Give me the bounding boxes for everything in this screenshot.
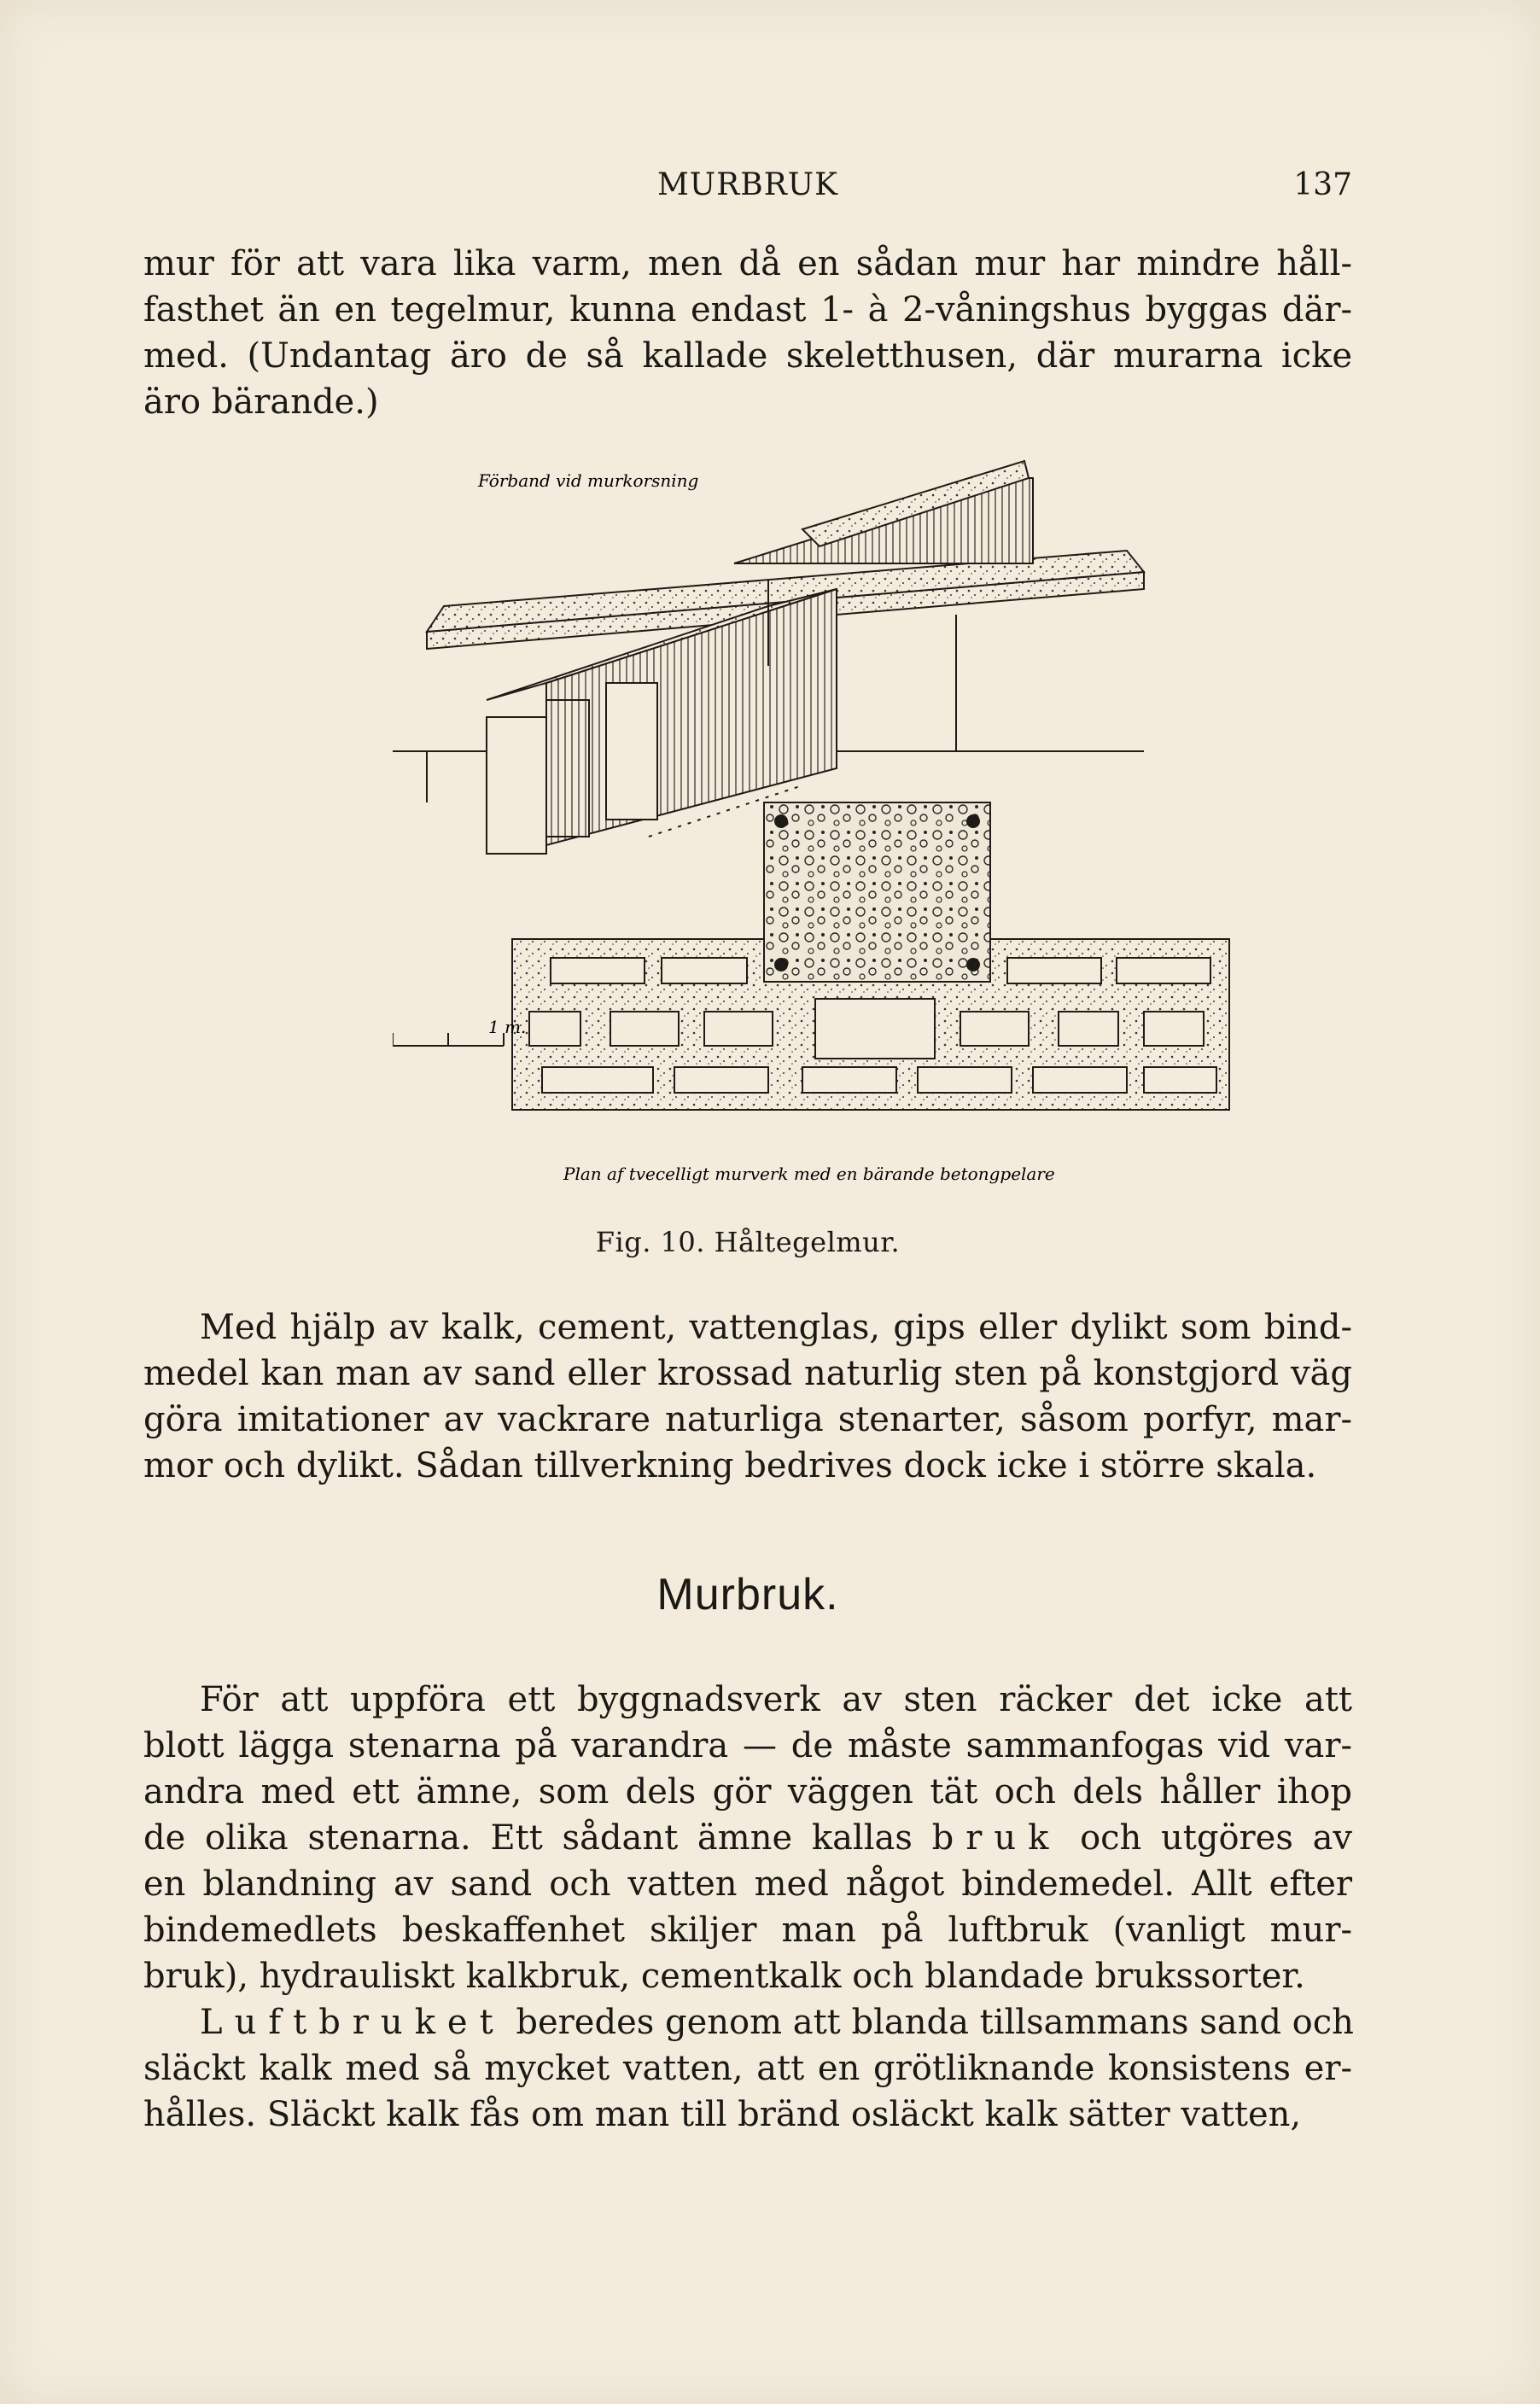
text-line: göra imitationer av vackrare naturliga stenarter, såsom porfyr, mar- (143, 1400, 1352, 1439)
text-fragment: beredes genom att blanda tillsammans sand och (516, 2003, 1354, 2042)
text-fragment: de olika stenarna. Ett sådant ämne kallas (143, 1818, 913, 1858)
text-line: andra med ett ämne, som dels gör väggen tät och dels håller ihop (143, 1772, 1352, 1812)
figure-haltegelmur (393, 444, 1246, 1229)
text-line: hålles. Släckt kalk fås om man till bränd osläckt kalk sätter vatten, (143, 2095, 1302, 2134)
page-number: 137 (1293, 167, 1352, 202)
text-line: Med hjälp av kalk, cement, vattenglas, gips eller dylikt som bind- (200, 1308, 1352, 1347)
text-line: mor och dylikt. Sådan tillverkning bedrives dock icke i större skala. (143, 1446, 1317, 1485)
perspective-wall-drawing (393, 461, 1144, 854)
text-line: äro bärande.) (143, 382, 379, 422)
spaced-term: Luftbruket (200, 2003, 505, 2042)
text-line: fasthet än en tegelmur, kunna endast 1- à 2-våningshus byggas där- (143, 290, 1352, 330)
text-line: mur för att vara lika varm, men då en sådan mur har mindre håll- (143, 244, 1352, 283)
paragraph-2 (143, 1304, 1352, 1489)
wall-illustration (393, 444, 1246, 1229)
text-line: bindemedlets beskaffenhet skiljer man på luftbruk (vanligt mur- (143, 1911, 1352, 1950)
figure-label-top: Förband vid murkorsning (478, 470, 699, 491)
text-line-with-term (143, 1999, 1352, 2045)
scale-bar (393, 1033, 504, 1046)
text-fragment: och utgöres av (1080, 1818, 1353, 1858)
text-line: För att uppföra ett byggnadsverk av sten räcker det icke att (200, 1680, 1352, 1719)
text-line: släckt kalk med så mycket vatten, att en grötliknande konsistens er- (143, 2049, 1352, 2088)
paragraph-3 (143, 1677, 1352, 1999)
figure-caption: Fig. 10. Håltegelmur. (595, 1226, 901, 1258)
paragraph-1 (143, 241, 1352, 425)
text-line-with-term (143, 1815, 1352, 1861)
text-line: blott lägga stenarna på varandra — de måste sammanfogas vid var- (143, 1726, 1352, 1765)
text-line: medel kan man av sand eller krossad naturlig sten på konstgjord väg (143, 1354, 1352, 1393)
section-title: Murbruk. (656, 1570, 839, 1619)
scale-label: 1 m. (488, 1017, 527, 1037)
page-header (143, 167, 1352, 210)
plan-view-drawing (512, 802, 1229, 1110)
text-line: med. (Undantag äro de så kallade skeletthusen, där murarna icke (143, 336, 1352, 376)
spaced-term: bruk (931, 1818, 1061, 1858)
paragraph-4 (143, 1999, 1352, 2138)
text-line: en blandning av sand och vatten med något bindemedel. Allt efter (143, 1864, 1352, 1904)
figure-label-bottom: Plan af tvecelligt murverk med en bärande betongpelare (563, 1164, 1055, 1184)
running-title: MURBRUK (656, 167, 839, 202)
text-line: bruk), hydrauliskt kalkbruk, cementkalk och blandade brukssorter. (143, 1957, 1305, 1996)
